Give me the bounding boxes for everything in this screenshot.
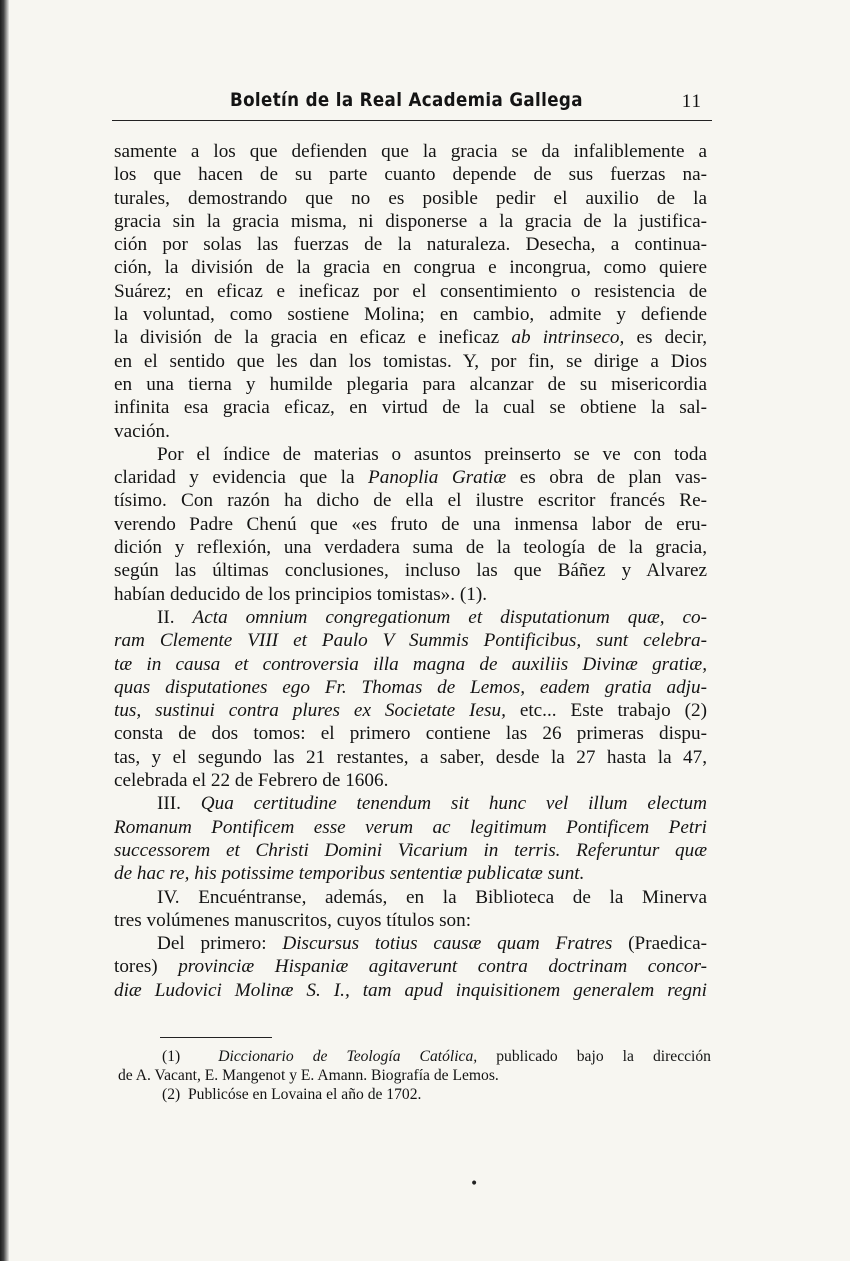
text-line: vación. — [114, 420, 170, 442]
text-line: IV. Encuéntranse, además, en la Biblioteca de la Minerva — [157, 886, 707, 908]
text-line: Por el índice de materias o asuntos preinserto se ve con toda — [157, 443, 707, 465]
footnote-2: (2) Publicóse en Lovaina el año de 1702. — [162, 1086, 422, 1103]
footnote-divider — [160, 1037, 272, 1038]
text-line: claridad y evidencia que la Panoplia Gratiæ es obra de plan vas- — [114, 467, 707, 489]
text-line: Suárez; en eficaz e ineficaz por el consentimiento o resistencia de — [114, 280, 707, 302]
text-line: la voluntad, como sostiene Molina; en cambio, admite y defiende — [114, 304, 707, 326]
text-line: ción por solas las fuerzas de la naturaleza. Desecha, a continua- — [114, 234, 707, 256]
text-line: tres volúmenes manuscritos, cuyos títulos son: — [114, 909, 472, 931]
page-number: 11 — [681, 91, 702, 112]
main-text — [114, 140, 707, 1002]
text-line: ram Clemente VIII et Paulo V Summis Pontificibus, sunt celebra- — [114, 630, 707, 652]
text-line: gracia sin la gracia misma, ni disponerse a la gracia de la justifica- — [114, 210, 707, 232]
text-line: verendo Padre Chenú que «es fruto de una inmensa labor de eru- — [114, 513, 707, 535]
footnote-1: (1) Diccionario de Teología Católica, publicado bajo la dirección — [162, 1048, 711, 1065]
text-line: la división de la gracia en eficaz e ineficaz ab intrinseco, es decir, — [114, 327, 708, 349]
text-line: tæ in causa et controversia illa magna de auxiliis Divinæ gratiæ, — [114, 653, 707, 675]
footnotes — [118, 1047, 711, 1104]
text-line: en el sentido que les dan los tomistas. Y, por fin, se dirige a Dios — [114, 350, 707, 372]
text-line: según las últimas conclusiones, incluso las que Báñez y Alvarez — [114, 560, 707, 582]
text-line: successorem et Christi Domini Vicarium in terris. Referuntur quæ — [114, 839, 707, 861]
text-line: tísimo. Con razón ha dicho de ella el ilustre escritor francés Re- — [114, 490, 707, 512]
text-line: samente a los que defienden que la gracia se da infaliblemente a — [114, 141, 707, 162]
text-line: turales, demostrando que no es posible pedir el auxilio de la — [114, 187, 707, 209]
text-line: II. Acta omnium congregationum et disputationum quæ, co- — [157, 606, 707, 628]
text-line: diæ Ludovici Molinæ S. I., tam apud inquisitionem generalem regni — [114, 979, 707, 1001]
scan-edge-shadow — [0, 0, 9, 1261]
footnote-1-continued: de A. Vacant, E. Mangenot y E. Amann. Biografía de Lemos. — [118, 1067, 499, 1084]
text-line: III. Qua certitudine tenendum sit hunc vel illum electum — [157, 793, 707, 815]
text-line: habían deducido de los principios tomistas». (1). — [114, 583, 488, 605]
text-line: Del primero: Discursus totius causæ quam Fratres (Praedica- — [157, 933, 708, 955]
text-line: infinita esa gracia eficaz, en virtud de la cual se obtiene la sal- — [114, 397, 707, 419]
text-line: tas, y el segundo las 21 restantes, a saber, desde la 27 hasta la 47, — [114, 746, 707, 768]
text-line: Romanum Pontificem esse verum ac legitimum Pontificem Petri — [114, 816, 707, 838]
running-header — [112, 88, 712, 121]
text-line: consta de dos tomos: el primero contiene las 26 primeras dispu- — [114, 723, 707, 745]
text-line: celebrada el 22 de Febrero de 1606. — [114, 770, 389, 792]
text-line: los que hacen de su parte cuanto depende de sus fuerzas na- — [114, 164, 707, 186]
text-line: quas disputationes ego Fr. Thomas de Lemos, eadem gratia adju- — [114, 676, 707, 698]
bottom-mark: • — [470, 1176, 479, 1192]
text-line: ción, la división de la gracia en congrua e incongrua, como quiere — [114, 257, 707, 279]
text-line: dición y reflexión, una verdadera suma de la teología de la gracia, — [114, 537, 707, 559]
text-line: tores) provinciæ Hispaniæ agitaverunt contra doctrinam concor- — [114, 956, 707, 978]
text-line: en una tierna y humilde plegaria para alcanzar de su misericordia — [114, 373, 707, 395]
text-line: de hac re, his potissime temporibus sententiæ publicatæ sunt. — [114, 863, 585, 885]
journal-title: Boletín de la Real Academia Gallega — [230, 89, 583, 111]
text-line: tus, sustinui contra plures ex Societate Iesu, etc... Este trabajo (2) — [114, 700, 708, 722]
